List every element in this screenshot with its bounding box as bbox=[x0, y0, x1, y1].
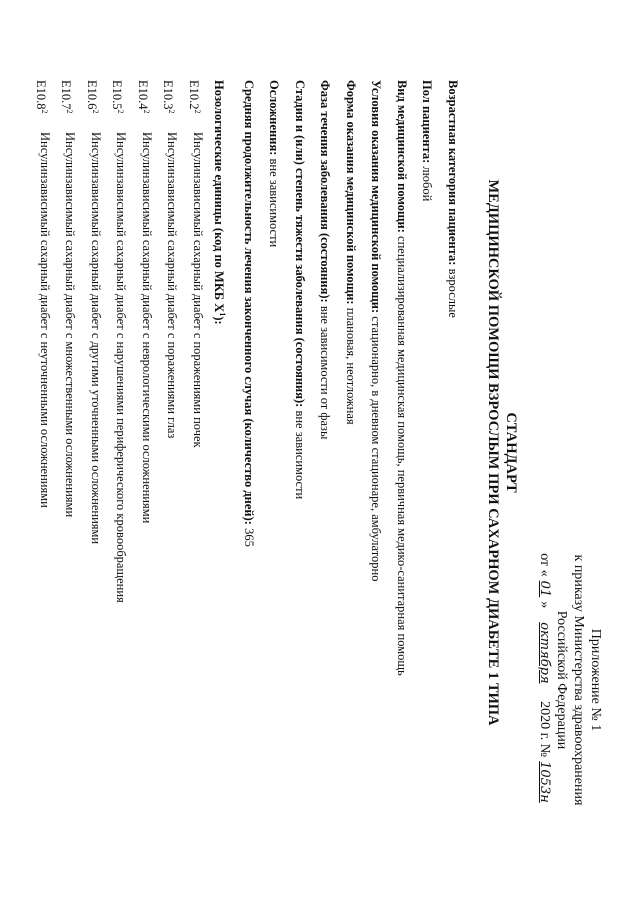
icd-code: E10.7 bbox=[59, 80, 74, 110]
date-mid: » bbox=[537, 601, 552, 609]
field-disease-phase: Фаза течения заболевания (состояния): вне зависимости от фазы bbox=[318, 80, 333, 440]
field-care-type: Вид медицинской помощи: специализированная медицинская помощь, первичная медико-санитарная помощь bbox=[395, 80, 409, 676]
icd-description: Инсулинзависимый сахарный диабет с нарушениями периферического кровообращения bbox=[114, 132, 129, 603]
icd-code-row: E10.5$^2$ Инсулинзависимый сахарный диабет с нарушениями периферического кровообращения bbox=[108, 80, 134, 870]
icd-description: Инсулинзависимый сахарный диабет с поражениями глаз bbox=[165, 132, 180, 439]
icd-code-row: E10.6$^2$ Инсулинзависимый сахарный диабет с другими уточненными осложнениями bbox=[83, 80, 109, 870]
icd-code: E10.4 bbox=[135, 80, 150, 110]
field-care-form: Форма оказания медицинской помощи: плановая, неотложная bbox=[344, 80, 358, 425]
icd-description: Инсулинзависимый сахарный диабет с поражениями почек bbox=[191, 132, 205, 448]
date-prefix: от « bbox=[537, 553, 552, 577]
icd-code: E10.8 bbox=[33, 80, 48, 110]
icd-code: E10.6 bbox=[84, 80, 99, 110]
title-standard: СТАНДАРТ bbox=[503, 412, 519, 493]
field-complications: Осложнения: вне зависимости bbox=[267, 80, 282, 248]
document-title bbox=[484, 100, 520, 805]
appendix-number: Приложение № 1 bbox=[588, 628, 603, 732]
field-sex: Пол пациента: любой bbox=[420, 80, 435, 202]
field-care-conditions: Условия оказания медицинской помощи: стационарно, в дневном стационаре, амбулаторно bbox=[369, 80, 384, 582]
appendix-date-line bbox=[536, 520, 553, 840]
icd-code-row: E10.3$^2$ Инсулинзависимый сахарный диабет с поражениями глаз bbox=[159, 80, 185, 870]
field-treatment-duration: Средняя продолжительность лечения законченного случая (количество дней): 365 bbox=[242, 80, 256, 547]
icd-code: E10.5 bbox=[110, 80, 125, 110]
icd-code-row: E10.8$^2$ Инсулинзависимый сахарный диабет с неуточненными осложнениями bbox=[32, 80, 58, 870]
icd-code: E10.2 bbox=[186, 80, 201, 110]
icd-description: Инсулинзависимый сахарный диабет с множественными осложнениями bbox=[63, 132, 78, 518]
appendix-federation-line: Российской Федерации bbox=[554, 610, 569, 750]
handwritten-month: октября bbox=[537, 622, 552, 684]
date-year: 2020 г. № bbox=[537, 701, 552, 758]
field-age-category: Возрастная категория пациента: взрослые bbox=[446, 80, 460, 318]
field-disease-stage: Стадия и (или) степень тяжести заболевания (состояния): вне зависимости bbox=[293, 80, 307, 500]
standard-fields bbox=[32, 80, 466, 870]
icd-description: Инсулинзависимый сахарный диабет с другими уточненными осложнениями bbox=[89, 132, 103, 545]
nosology-heading: Нозологические единицы (код по МКБ $X^1$): bbox=[212, 80, 228, 325]
icd-code: E10.3 bbox=[161, 80, 176, 110]
appendix-header bbox=[536, 520, 604, 840]
title-subject: МЕДИЦИНСКОЙ ПОМОЩИ ВЗРОСЛЫМ ПРИ САХАРНОМ ДИАБЕТЕ 1 ТИПА bbox=[485, 179, 501, 726]
icd-code-row: E10.2$^2$ Инсулинзависимый сахарный диабет с поражениями почек bbox=[185, 80, 211, 870]
icd-code-row: E10.7$^2$ Инсулинзависимый сахарный диабет с множественными осложнениями bbox=[57, 80, 83, 870]
handwritten-day: 01 bbox=[537, 580, 552, 598]
icd-description: Инсулинзависимый сахарный диабет с неврологическими осложнениями bbox=[140, 132, 154, 524]
icd-description: Инсулинзависимый сахарный диабет с неуточненными осложнениями bbox=[38, 132, 52, 508]
appendix-order-line: к приказу Министерства здравоохранения bbox=[571, 554, 586, 806]
handwritten-order-number: 1053н bbox=[537, 761, 552, 803]
icd-code-row: E10.4$^2$ Инсулинзависимый сахарный диабет с неврологическими осложнениями bbox=[134, 80, 160, 870]
